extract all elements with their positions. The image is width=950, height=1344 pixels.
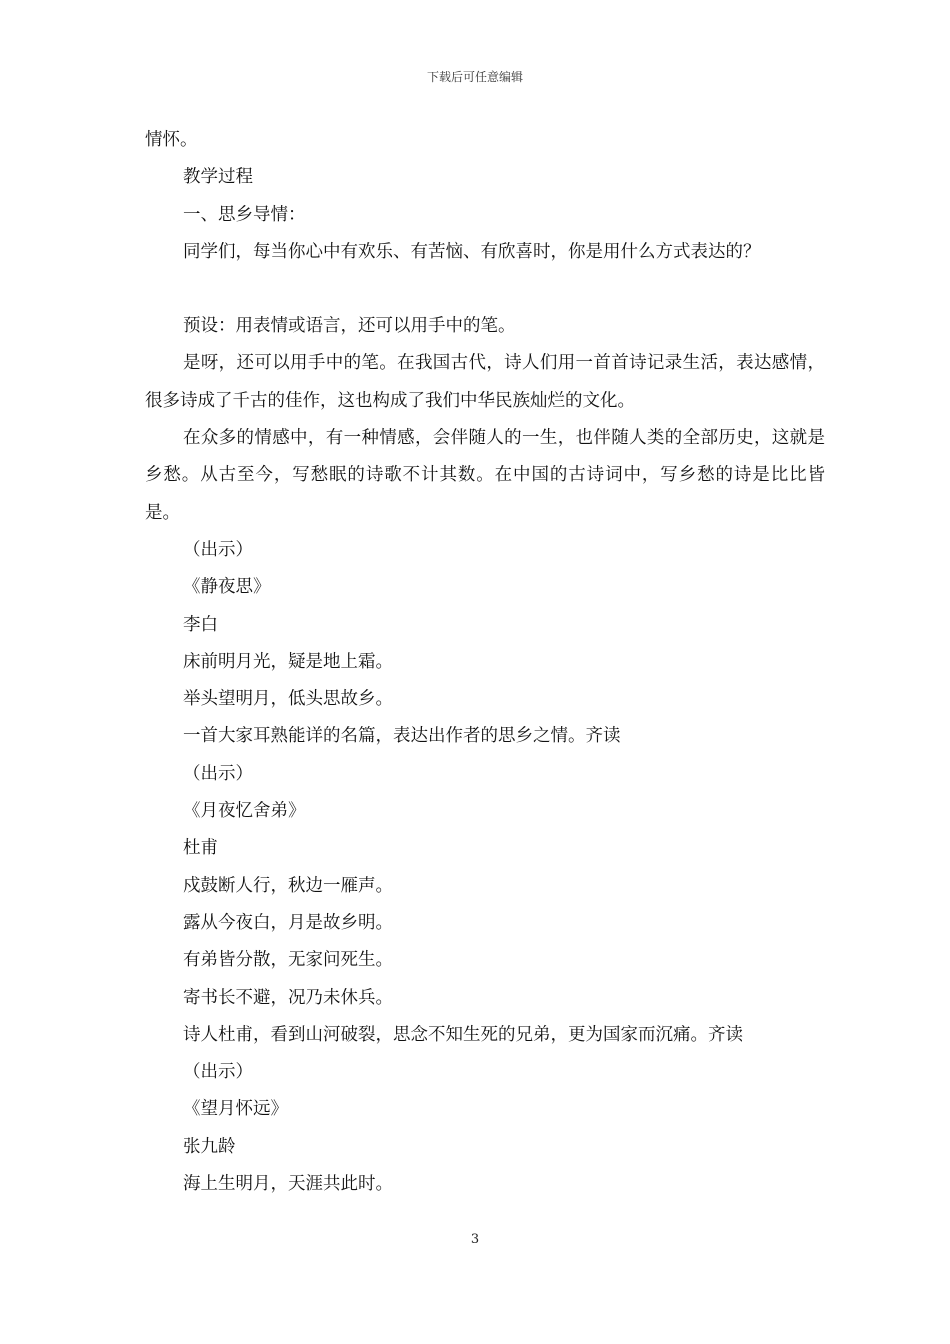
poem-line: 露从今夜白，月是故乡明。 (183, 912, 393, 933)
section-heading: 教学过程 (183, 167, 253, 188)
poem-line: 海上生明月，天涯共此时。 (183, 1174, 393, 1195)
document-body (145, 122, 825, 1203)
poem-line: 有弟皆分散，无家问死生。 (183, 950, 393, 971)
poem-line: 戍鼓断人行，秋边一雁声。 (183, 875, 393, 896)
poem-title: 《月夜忆舍弟》 (183, 801, 306, 822)
poem-title: 《望月怀远》 (183, 1099, 288, 1120)
section-subheading: 一、思乡导情： (183, 204, 306, 225)
paragraph: 预设：用表情或语言，还可以用手中的笔。 (183, 316, 516, 337)
paragraph: 在众多的情感中，有一种情感，会伴随人的一生，也伴随人类的全部历史，这就是乡愁。从古至今，写愁眠的诗歌不计其数。在中国的古诗词中，写乡愁的诗是比比皆是。 (145, 428, 825, 523)
paragraph: 一首大家耳熟能详的名篇，表达出作者的思乡之情。齐读 (183, 726, 621, 747)
poem-author: 张九龄 (183, 1136, 236, 1157)
poem-author: 杜甫 (183, 838, 218, 859)
poem-line: 举头望明月，低头思故乡。 (183, 689, 393, 710)
paragraph: 情怀。 (145, 130, 198, 150)
paragraph: 同学们，每当你心中有欢乐、有苦恼、有欣喜时，你是用什么方式表达的？ (183, 241, 761, 262)
page-number: 3 (470, 1232, 480, 1247)
show-note: （出示） (183, 539, 253, 560)
poem-line: 床前明月光，疑是地上霜。 (183, 651, 393, 672)
poem-title: 《静夜思》 (183, 577, 271, 598)
poem-author: 李白 (183, 614, 218, 635)
poem-line: 寄书长不避，况乃未休兵。 (183, 987, 393, 1008)
paragraph: 是呀，还可以用手中的笔。在我国古代，诗人们用一首首诗记录生活，表达感情，很多诗成了千古的佳作，这也构成了我们中华民族灿烂的文化。 (145, 353, 825, 411)
paragraph: 诗人杜甫，看到山河破裂，思念不知生死的兄弟，更为国家而沉痛。齐读 (183, 1024, 743, 1045)
show-note: （出示） (183, 763, 253, 784)
show-note: （出示） (183, 1062, 253, 1083)
page-header: 下载后可任意编辑 (426, 70, 523, 84)
